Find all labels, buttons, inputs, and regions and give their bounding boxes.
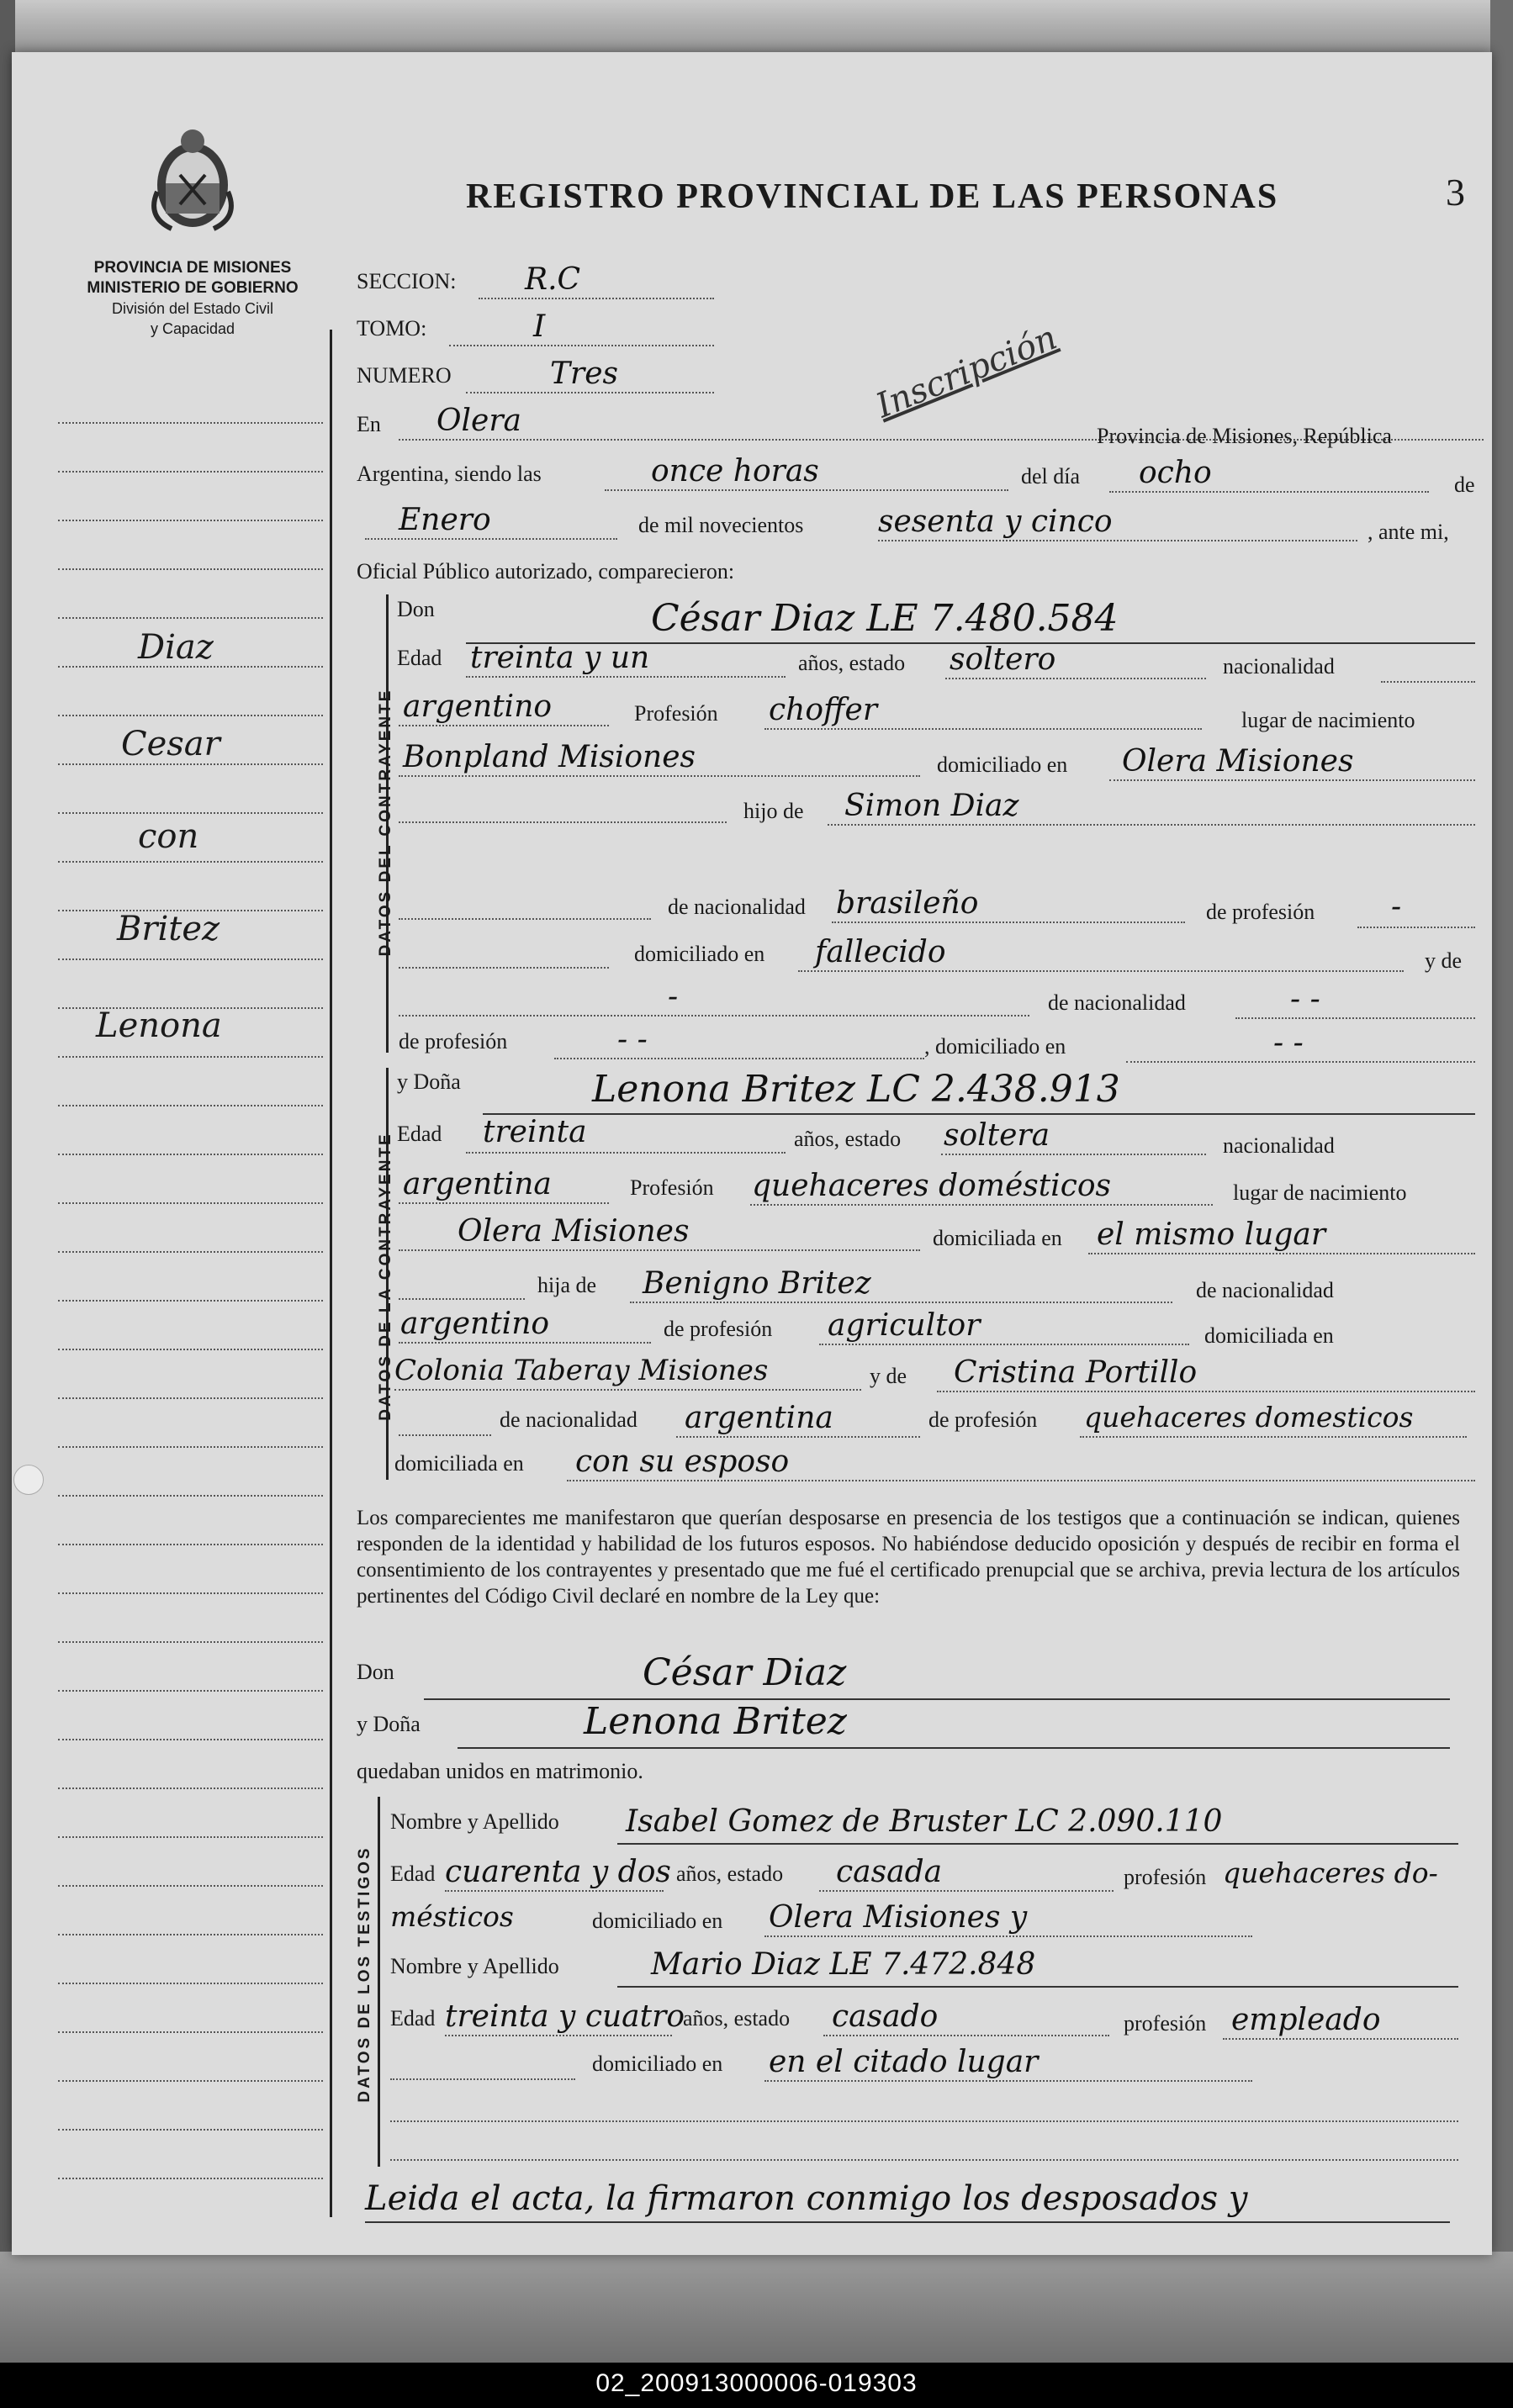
madre-dom-line (1126, 1061, 1475, 1063)
contrayenta-side-label: DATOS DE LA CONTRAYENTE (377, 1132, 394, 1421)
c2-madre-line (937, 1391, 1475, 1392)
anio-value: sesenta y cinco (878, 504, 1113, 539)
c2-profesion-value: quehaceres domésticos (752, 1169, 1112, 1203)
padre-nac-value: brasileño (836, 886, 979, 921)
ministry-line: MINISTERIO DE GOBIERNO (87, 279, 299, 297)
c2-madre-nac-value: argentina (685, 1401, 833, 1435)
c2-edad-label: Edad (397, 1122, 442, 1146)
contrayenta-name: Lenona Britez LC 2.438.913 (592, 1068, 1120, 1111)
c2-madre-nac-line (676, 1436, 920, 1438)
c2-lugar-value: Olera Misiones (458, 1214, 690, 1249)
profesion-value: choffer (769, 693, 878, 727)
dona-label: y Doña (397, 1069, 461, 1094)
madre-prof-line (554, 1058, 924, 1059)
contrayente-name: César Diaz LE 7.480.584 (651, 597, 1119, 640)
hijo-de-label: hijo de (743, 799, 804, 823)
margin-rule-line (58, 861, 323, 863)
register-page (12, 52, 1492, 2255)
c2-anos-estado-label: años, estado (794, 1127, 902, 1151)
en-label: En (357, 412, 381, 436)
margin-rule-line (58, 422, 323, 424)
madre-nac-value: - - (1290, 982, 1320, 1017)
c2-padre-dom-line (394, 1389, 861, 1391)
declaration-paragraph: Los comparecientes me manifestaron que querían desposarse en presencia de los testigos que a continuación se indican, quienes responden de la identidad y habilidad de los futuros esposos. No habiéndose deducido oposición y después de recibir en forma el consentimiento de los contrayentes y presentado que me fué el certificado prenupcial que se archiva, previa lectura de los artículos pertinentes del Código Civil declaré en nombre de la Ley que: (357, 1507, 1460, 1608)
t1-edad-label: Edad (390, 1861, 436, 1886)
decl-dona-line (458, 1747, 1450, 1749)
matrimonio-closing: quedaban unidos en matrimonio. (357, 1759, 643, 1783)
anio-line (878, 540, 1357, 541)
lugar-label: lugar de nacimiento (1241, 708, 1415, 732)
t2-nombre-label: Nombre y Apellido (390, 1954, 559, 1978)
c2-lugar-label: lugar de nacimiento (1233, 1180, 1407, 1205)
margin-rule-line (58, 715, 323, 716)
dia-value: ocho (1139, 456, 1212, 490)
madre-nac-line (1235, 1017, 1475, 1019)
testigos-bracket (378, 1797, 380, 2167)
margin-rule-line (58, 2031, 323, 2033)
lugar-value: Bonpland Misiones (403, 740, 696, 774)
madre-dom-label: , domiciliado en (924, 1034, 1066, 1059)
argentina-text: Argentina, siendo las (357, 462, 542, 486)
padre-value: Simon Diaz (844, 789, 1019, 823)
testigos-side-label: DATOS DE LOS TESTIGOS (356, 1846, 373, 2103)
edad-line (466, 676, 786, 678)
province-line: PROVINCIA DE MISIONES (93, 259, 292, 277)
t2-estado-value: casado (832, 1999, 939, 2034)
margin-rule-line (58, 958, 323, 960)
c2-madre-value: Cristina Portillo (954, 1355, 1198, 1390)
blank-line-5 (399, 1434, 491, 1436)
padre-prof-line (1357, 927, 1475, 928)
margin-note-surname2: Britez (117, 910, 220, 948)
margin-rule-line (58, 1690, 323, 1692)
t1-estado-line (819, 1890, 1114, 1892)
margin-rule-line (58, 1934, 323, 1935)
padre-prof-value: - (1391, 890, 1402, 924)
ante-mi-text: , ante mi, (1368, 520, 1449, 544)
c2-padre-value: Benigno Britez (643, 1266, 871, 1301)
t1-nombre-value: Isabel Gomez de Bruster LC 2.090.110 (626, 1804, 1223, 1839)
seccion-line (479, 298, 714, 299)
registrar-signature: Inscripción (870, 318, 1063, 426)
t2-dom-line (764, 2080, 1252, 2082)
t2-dom-label: domiciliado en (592, 2052, 723, 2076)
tomo-line (449, 345, 714, 346)
margin-rule-line (58, 1154, 323, 1155)
margin-rule-line (58, 1788, 323, 1789)
c2-profesion-line (750, 1204, 1213, 1206)
c2-domiciliada-label: domiciliada en (933, 1226, 1062, 1250)
t2-edad-value: treinta y cuatro (445, 1999, 685, 2034)
anos-estado-label: años, estado (798, 651, 906, 675)
margin-rule-line (58, 1202, 323, 1204)
c2-padre-nac-label: de nacionalidad (1196, 1278, 1334, 1302)
margin-rule-line (58, 1446, 323, 1448)
oficial-text: Oficial Público autorizado, comparecieron: (357, 559, 735, 584)
c2-padre-prof-label: de profesión (664, 1317, 773, 1341)
t1-profesion-label: profesión (1124, 1865, 1207, 1889)
t2-profesion-label: profesión (1124, 2011, 1207, 2036)
c2-lugar-line (399, 1249, 920, 1251)
t1-profesion-value: quehaceres do- (1223, 1856, 1438, 1889)
c2-padre-prof-value: agricultor (828, 1308, 981, 1343)
provincia-text: Provincia de Misiones, República (1097, 424, 1392, 448)
province-heading (54, 258, 331, 339)
contrayente-side-label: DATOS DEL CONTRAYENTE (377, 688, 394, 957)
blank-line-4 (399, 1298, 525, 1300)
en-value: Olera (436, 404, 522, 438)
c2-padre-dom-value: Colonia Taberay Misiones (394, 1354, 769, 1387)
dia-line (1109, 491, 1429, 493)
blank-line-3 (399, 967, 609, 969)
madre-dom-value: - - (1273, 1026, 1304, 1060)
margin-rule-line (58, 1300, 323, 1302)
margin-rule-line (58, 1641, 323, 1643)
domicilio-line (1109, 779, 1475, 781)
margin-rule-line (58, 812, 323, 814)
numero-label: NUMERO (357, 363, 452, 388)
decl-don-label: Don (357, 1660, 394, 1684)
t2-nombre-value: Mario Diaz LE 7.472.848 (651, 1947, 1036, 1982)
blank-line-7 (390, 2120, 1458, 2122)
c2-nacionalidad-value: argentina (403, 1167, 552, 1201)
padre-nac-label: de nacionalidad (668, 895, 806, 919)
horas-line (605, 489, 1008, 491)
t2-profesion-value: empleado (1231, 2003, 1381, 2037)
background-right (1490, 0, 1513, 2408)
c2-nac-value-line (399, 1202, 609, 1204)
margin-rule-line (58, 520, 323, 521)
de-label: de (1454, 473, 1475, 497)
hija-de-label: hija de (537, 1273, 597, 1297)
margin-rule-line (58, 1544, 323, 1545)
t2-profesion-line (1223, 2038, 1458, 2040)
numero-line (466, 392, 714, 393)
madre-line (399, 1015, 1029, 1017)
t1-edad-line (445, 1890, 664, 1892)
decl-don-value: César Diaz (643, 1651, 847, 1694)
del-dia-label: del día (1021, 464, 1081, 488)
c2-profesion-label: Profesión (630, 1175, 714, 1200)
margin-rule-line (58, 1397, 323, 1399)
c2-madre-dom-value: con su esposo (575, 1444, 790, 1479)
c2-madre-dom-line (567, 1480, 1475, 1481)
margin-rule-line (58, 568, 323, 570)
page-number: 3 (1446, 171, 1465, 214)
decl-don-line (424, 1698, 1450, 1700)
margin-rule-line (58, 1251, 323, 1253)
margin-note-name: Cesar (121, 725, 220, 763)
margin-rule-line (58, 1885, 323, 1887)
margin-note-con: con (138, 817, 199, 856)
madre-prof-label: de profesión (399, 1029, 508, 1054)
c2-domicilio-value: el mismo lugar (1097, 1217, 1326, 1252)
decl-dona-label: y Doña (357, 1712, 421, 1736)
t1-dom-label: domiciliado en (592, 1909, 723, 1933)
c2-padre-nac-value: argentino (400, 1307, 550, 1341)
margin-rule-line (58, 1983, 323, 1984)
c2-edad-line (466, 1152, 786, 1154)
margin-rule-line (58, 1495, 323, 1497)
margin-rule-line (58, 2178, 323, 2179)
seccion-label: SECCION: (357, 269, 457, 293)
c2-nacionalidad-label: nacionalidad (1223, 1133, 1335, 1158)
t2-estado-line (823, 2035, 1109, 2036)
margin-rule-line (58, 763, 323, 765)
padre-dom-label: domiciliado en (634, 942, 765, 966)
c2-y-de-label: y de (870, 1364, 907, 1388)
closing-line: Leida el acta, la firmaron conmigo los desposados y (365, 2179, 1248, 2218)
madre-prof-value: - - (617, 1022, 648, 1057)
padre-dom-line (798, 970, 1404, 972)
blank-line-2 (399, 918, 651, 920)
margin-rule (330, 330, 332, 2217)
blank-line-6 (390, 2078, 575, 2080)
coat-of-arms-emblem (146, 124, 239, 234)
madre-nac-label: de nacionalidad (1048, 990, 1186, 1015)
edad-label: Edad (397, 646, 442, 670)
padre-line (828, 824, 1475, 826)
nac-value-line (399, 725, 609, 726)
c2-padre-prof-line (819, 1344, 1189, 1345)
mil-text: de mil novecientos (638, 513, 804, 537)
t1-nombre-line (617, 1843, 1458, 1845)
t1-dom-line (764, 1935, 1252, 1937)
c2-madre-prof-value: quehaceres domesticos (1084, 1401, 1414, 1434)
estado-line (945, 678, 1206, 679)
t2-dom-value: en el citado lugar (769, 2045, 1039, 2079)
numero-value: Tres (550, 356, 618, 391)
y-de-label: y de (1425, 948, 1463, 973)
domiciliado-label: domiciliado en (937, 752, 1068, 777)
c2-madre-dom-label: domiciliada en (394, 1451, 524, 1476)
profesion-label: Profesión (634, 701, 718, 726)
margin-rule-line (58, 1592, 323, 1594)
t2-nombre-line (617, 1986, 1458, 1988)
padre-dom-value: fallecido (815, 935, 946, 969)
margin-rule-line (58, 1836, 323, 1838)
nacionalidad-value: argentino (403, 689, 553, 724)
tomo-label: TOMO: (357, 316, 427, 341)
t2-edad-label: Edad (390, 2006, 436, 2030)
margin-rule-line (58, 2129, 323, 2131)
c2-padre-nac-line (399, 1342, 651, 1344)
c2-padre-line (630, 1302, 1172, 1303)
capacity-line: y Capacidad (150, 320, 235, 337)
image-caption: 02_200913000006-019303 (595, 2369, 918, 2397)
decl-dona-value: Lenona Britez (584, 1700, 847, 1743)
horas-value: once horas (651, 454, 819, 488)
t1-edad-value: cuarenta y dos (445, 1855, 671, 1889)
margin-note-surname: Diaz (138, 628, 214, 667)
c2-estado-line (941, 1154, 1206, 1155)
background-top (0, 0, 1513, 59)
padre-nac-line (832, 921, 1185, 923)
margin-rule-line (58, 1739, 323, 1740)
t1-profesion-cont: mésticos (390, 1900, 514, 1933)
page-title: REGISTRO PROVINCIAL DE LAS PERSONAS (466, 177, 1279, 216)
t2-edad-line (445, 2035, 672, 2036)
blank-line-1 (399, 821, 727, 823)
punch-hole (13, 1465, 44, 1495)
profesion-line (764, 728, 1202, 730)
edad-value: treinta y un (470, 641, 650, 675)
t2-anos-estado-label: años, estado (683, 2006, 791, 2030)
t1-dom-value: Olera Misiones y (769, 1900, 1028, 1935)
domicilio-value: Olera Misiones (1122, 744, 1354, 779)
c2-madre-nac-label: de nacionalidad (500, 1407, 637, 1432)
c2-padre-dom-label: domiciliada en (1204, 1323, 1334, 1348)
dona-line (483, 1113, 1475, 1115)
c2-domicilio-line (1088, 1253, 1475, 1254)
c2-madre-prof-label: de profesión (928, 1407, 1038, 1432)
don-label: Don (397, 597, 435, 621)
margin-rule-line (58, 471, 323, 473)
seccion-value: R.C (525, 262, 581, 297)
c2-edad-value: treinta (483, 1115, 587, 1149)
t1-anos-estado-label: años, estado (676, 1861, 784, 1886)
margin-rule-line (58, 1056, 323, 1058)
margin-rule-line (58, 617, 323, 619)
c2-estado-value: soltera (944, 1118, 1050, 1153)
estado-value: soltero (950, 642, 1056, 677)
tomo-value: I (533, 309, 546, 344)
closing-underline (365, 2221, 1450, 2223)
c2-madre-prof-line (1080, 1436, 1467, 1438)
mes-value: Enero (399, 503, 491, 537)
mes-line (365, 538, 617, 540)
division-line: División del Estado Civil (111, 300, 274, 317)
margin-rule-line (58, 1105, 323, 1106)
lugar-line (399, 775, 920, 777)
padre-prof-label: de profesión (1206, 900, 1315, 924)
blank-line-8 (390, 2159, 1458, 2161)
margin-rule-line (58, 1349, 323, 1350)
t1-estado-value: casada (836, 1855, 943, 1889)
nacionalidad-label: nacionalidad (1223, 654, 1335, 679)
nacionalidad-line (1381, 681, 1475, 683)
margin-note-name2: Lenona (96, 1006, 222, 1045)
madre-value: - (668, 980, 679, 1014)
margin-rule-line (58, 2080, 323, 2082)
t1-nombre-label: Nombre y Apellido (390, 1809, 559, 1834)
